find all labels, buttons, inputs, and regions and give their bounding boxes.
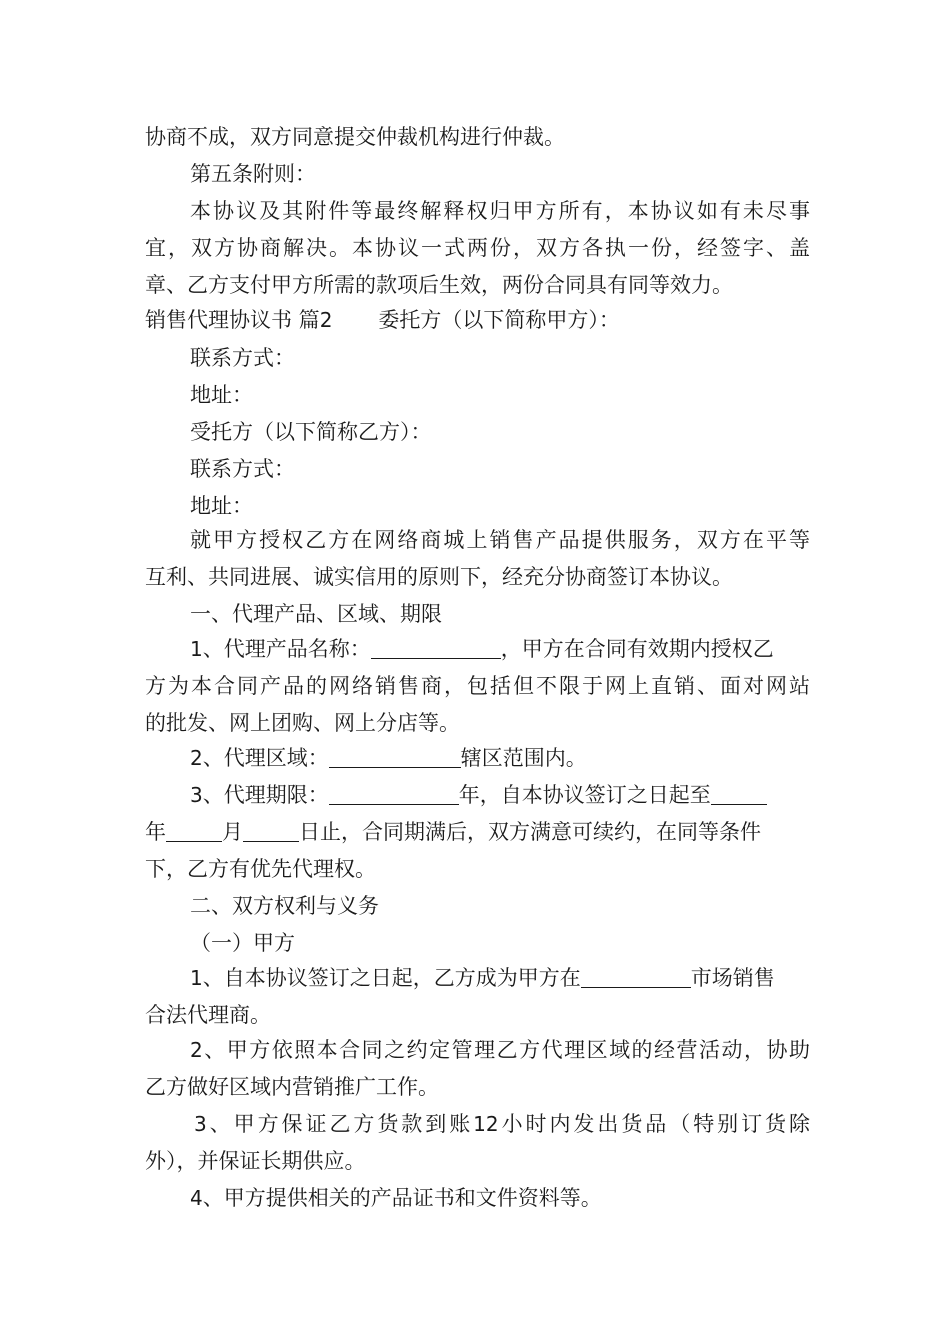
fill-in-blank [243,819,299,842]
line-text: 辖区范围内。 [460,746,587,770]
item-number: 1 [190,966,203,990]
line-text: 市场销售 [690,966,775,990]
line-text: 、甲方保证乙方货款到账 [206,1112,474,1136]
text-line [145,267,810,304]
fill-in-blank [166,819,222,842]
text-line [190,377,810,414]
item-number: 3 [190,783,203,807]
line-text: 就甲方授权乙方在网络商城上销售产品提供服务，双方在平等 [190,528,810,552]
fill-in-blank [329,745,461,768]
text-line [190,340,810,377]
item-number: 2 [190,746,203,770]
line-text: 、代理产品名称： [202,637,371,661]
line-text: 章、乙方支付甲方所需的款项后生效，两份合同具有同等效力。 [145,273,733,297]
fill-in-blank [329,782,459,805]
text-line [190,1032,810,1069]
line-text: 协商不成，双方同意提交仲裁机构进行仲裁。 [145,125,565,149]
text-line [190,488,810,525]
line-text: 一、代理产品、区域、期限 [190,602,442,626]
line-text: 年 [145,820,166,844]
text-line [190,193,810,230]
text-line [190,777,810,814]
hours-number: 12 [473,1112,499,1136]
line-text: 、代理区域： [202,746,329,770]
line-text: 方为本合同产品的网络销售商，包括但不限于网上直销、面对网站 [145,674,810,698]
line-text: 第五条附则： [190,162,316,186]
address-label: 地址： [190,383,253,407]
line-text: 月 [222,820,243,844]
line-text: 下，乙方有优先代理权。 [145,857,376,881]
line-text: 日止，合同期满后，双方满意可续约，在同等条件 [299,820,761,844]
text-line [190,960,810,997]
party-b-label: 受托方（以下简称乙方）： [190,420,432,444]
text-line [145,230,810,267]
text-line [145,851,810,888]
line-text: 互利、共同进展、诚实信用的原则下，经充分协商签订本协议。 [145,565,733,589]
line-text: 年，自本协议签订之日起至 [458,783,711,807]
text-line [190,522,810,559]
line-text: 乙方做好区域内营销推广工作。 [145,1075,439,1099]
item-number: 1 [190,637,203,661]
text-line [190,1180,810,1217]
contact-label: 联系方式： [190,346,295,370]
text-line [145,705,810,742]
section-heading [190,156,810,193]
text-line [190,631,810,668]
line-text: （一）甲方 [190,931,295,955]
text-line [145,1143,810,1180]
line-text: 、代理期限： [202,783,329,807]
document-title: 销售代理协议书 篇 [145,308,320,332]
address-label: 地址： [190,494,253,518]
item-number: 2 [190,1038,203,1062]
line-text: 、甲方依照本合同之约定管理乙方代理区域的经营活动，协助 [202,1038,810,1062]
line-text: ，甲方在合同有效期内授权乙 [500,637,774,661]
section-heading [190,596,810,633]
text-line [145,559,810,596]
line-text: 本协议及其附件等最终解释权归甲方所有，本协议如有未尽事 [190,199,810,223]
subsection-heading [190,925,810,962]
line-text: 小时内发出货品（特别订货除 [498,1112,811,1136]
line-text: 的批发、网上团购、网上分店等。 [145,711,460,735]
document-title-line [145,302,810,339]
item-number: 3 [194,1112,207,1136]
text-line [190,451,810,488]
text-line [190,414,810,451]
text-line [145,1069,810,1106]
line-text: 宜，双方协商解决。本协议一式两份，双方各执一份，经签字、盖 [145,236,810,260]
line-text: 外），并保证长期供应。 [145,1149,366,1173]
text-line [190,740,810,777]
contact-label: 联系方式： [190,457,295,481]
fill-in-blank [581,965,691,988]
text-line [145,997,810,1034]
line-text: 、自本协议签订之日起，乙方成为甲方在 [202,966,581,990]
line-text: 合法代理商。 [145,1003,271,1027]
line-text: 二、双方权利与义务 [190,894,379,918]
item-number: 4 [190,1186,203,1210]
fill-in-blank [371,636,501,659]
text-line [194,1106,810,1143]
section-heading [190,888,810,925]
text-line [145,119,810,156]
chapter-number: 2 [319,308,333,332]
text-line [145,668,810,705]
party-a-label: 委托方（以下简称甲方）： [378,308,620,332]
text-line [145,814,810,851]
line-text: 、甲方提供相关的产品证书和文件资料等。 [202,1186,602,1210]
fill-in-blank [711,782,767,805]
